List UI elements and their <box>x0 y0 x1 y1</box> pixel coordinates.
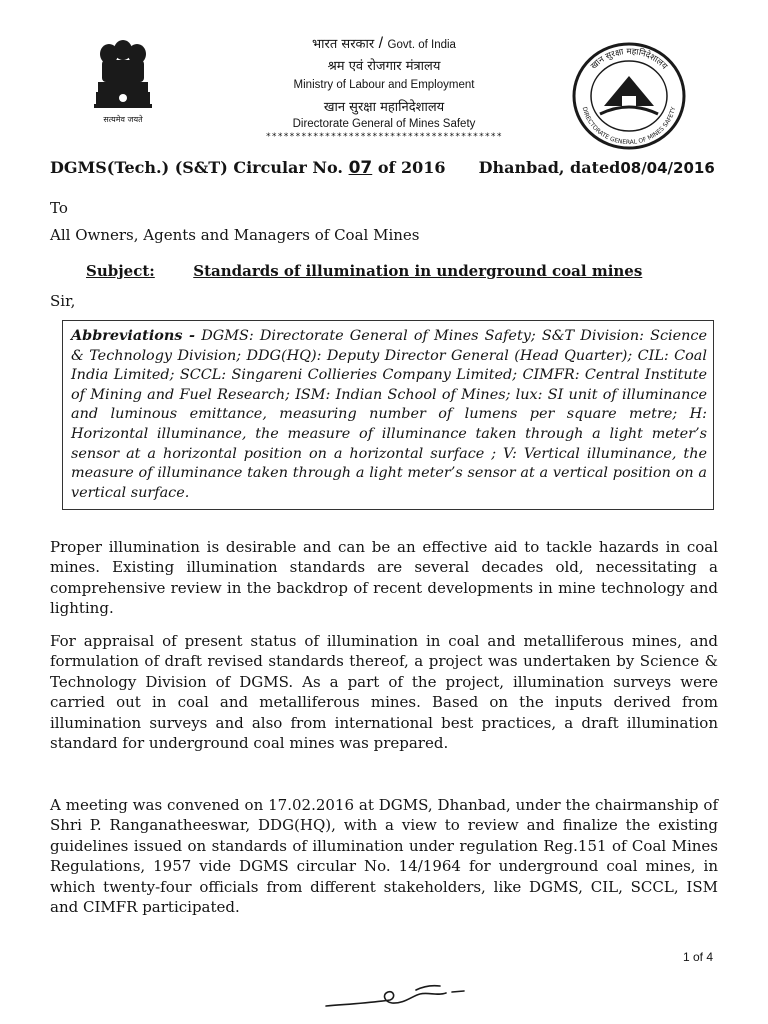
dg-hindi: खान सुरक्षा महानिदेशालय <box>323 100 445 115</box>
govt-english: Govt. of India <box>387 39 456 51</box>
govt-hindi: भारत सरकार <box>312 37 375 52</box>
govt-line <box>0 34 768 53</box>
ministry-hindi: श्रम एवं रोजगार मंत्रालय <box>327 59 441 74</box>
seal-text-bottom: DIRECTORATE GENERAL OF MINES SAFETY <box>580 106 678 147</box>
paragraph-3: A meeting was convened on 17.02.2016 at DGMS, Dhanbad, under the chairmanship of Shri P. Ranganatheeswar, DDG(HQ), with a view to review and finalize the existing guidelines issued on standards of illumination under regulation Reg.151 of Coal Mines Regulations, 1957 vide DGMS circular No. 14/1964 for underground coal mines, in which twenty-four officials from different stakeholders, like DGMS, CIL, SCCL, ISM and CIMFR participated. <box>50 796 718 917</box>
abbreviations-text: DGMS: Directorate General of Mines Safety; S&T Division: Science & Technology Division; DDG(HQ): Deputy Director General (Head Quarter); CIL: Coal India Limited; SCCL: Singareni Collieries Company Limited; CIMFR: Central Institute of Mining and Fuel Research; ISM: Indian School of Mines; lux: SI unit of illuminance and luminous emittance, measuring number of lumens per square metre; H: Horizontal illuminance, the measure of illuminance taken through a light meter’s sensor at a horizontal position on a horizontal surface ; V: Vertical illuminance, the measure of illuminance taken through a light meter’s sensor at a vertical position on a vertical surface. <box>71 328 707 501</box>
ministry-english: Ministry of Labour and Employment <box>293 79 475 91</box>
salutation: Sir, <box>50 292 76 310</box>
subject-label: Subject: <box>86 262 155 280</box>
emblem-caption: सत्यमेव जयते <box>103 115 143 124</box>
circular-place: Dhanbad, dated <box>478 158 621 177</box>
page-number: 1 of 4 <box>683 950 714 964</box>
circular-prefix: DGMS(Tech.) (S&T) Circular No. <box>50 158 343 177</box>
paragraph-2: For appraisal of present status of illumination in coal and metalliferous mines, and formulation of draft revised standards thereof, a project was undertaken by Science & Technology Division of DGMS. As a part of the project, illumination surveys were carried out in coal and metalliferous mines. Based on the inputs derived from illumination surveys and also from international best practices, a draft illumination standard for underground coal mines was prepared. <box>50 632 718 753</box>
circular-line <box>50 158 740 178</box>
paragraph-1: Proper illumination is desirable and can be an effective aid to tackle hazards in coal mines. Existing illumination standards are several decades old, necessitating a comprehensive review in the backdrop of recent developments in mine technology and lighting. <box>50 538 718 618</box>
signature-icon <box>320 976 470 1014</box>
to-label: To <box>50 199 68 217</box>
circular-year: of 2016 <box>377 158 446 177</box>
addressee: All Owners, Agents and Managers of Coal Mines <box>50 226 420 244</box>
abbreviations-box <box>62 320 714 510</box>
subject-text: Standards of illumination in underground coal mines <box>193 262 643 280</box>
subject-line <box>86 262 642 280</box>
stars-divider: **************************************** <box>265 132 503 142</box>
circular-date: 08/04/2016 <box>620 159 715 177</box>
govt-separator: / <box>378 35 384 52</box>
dg-english: Directorate General of Mines Safety <box>292 118 476 130</box>
circular-number: 07 <box>348 158 373 178</box>
abbreviations-label: Abbreviations - <box>71 327 196 344</box>
seal-text-top: खान सुरक्षा महानिदेशालय <box>589 46 670 72</box>
